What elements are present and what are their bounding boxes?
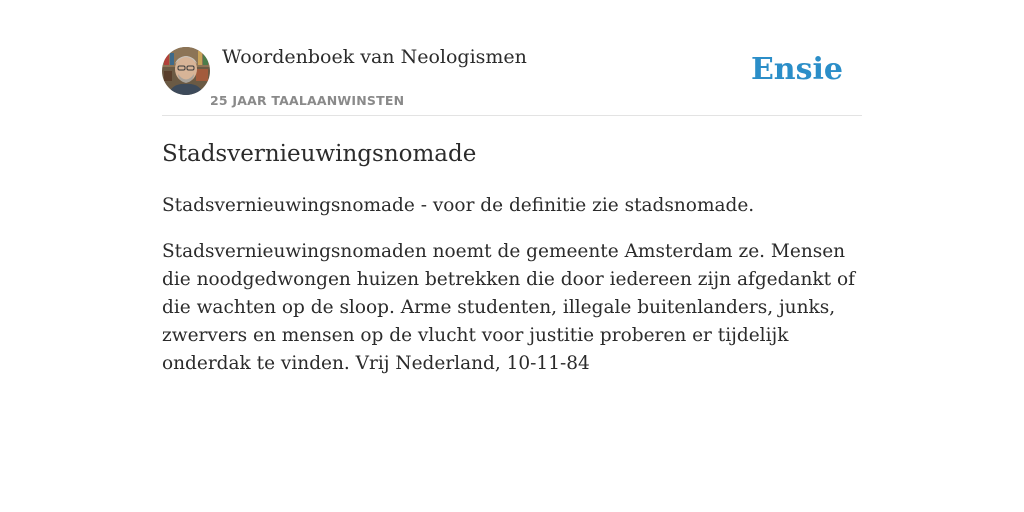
entry-content	[162, 139, 862, 378]
entry-title: Stadsvernieuwingsnomade	[162, 141, 477, 167]
ensie-logo-link[interactable]: Ensie	[750, 52, 843, 87]
entry-definition: Stadsvernieuwingsnomade - voor de definitie zie stadsnomade.	[162, 195, 755, 216]
site-subtitle: 25 JAAR TAALAANWINSTEN	[210, 93, 405, 108]
header	[162, 44, 862, 116]
author-avatar[interactable]	[162, 47, 210, 95]
entry-quote: Stadsvernieuwingsnomaden noemt de gemeente Amsterdam ze. Mensen die noodgedwongen huizen betrekken die door iedereen zijn afgedankt of die wachten op de sloop. Arme studenten, illegale buitenlanders, junks, zwervers en mensen op de vlucht voor justitie proberen er tijdelijk onderdak te vinden. Vrij Nederland, 10-11-84	[162, 241, 855, 374]
site-title-link[interactable]: Woordenboek van Neologismen	[222, 46, 527, 68]
avatar-photo-icon	[162, 47, 210, 95]
